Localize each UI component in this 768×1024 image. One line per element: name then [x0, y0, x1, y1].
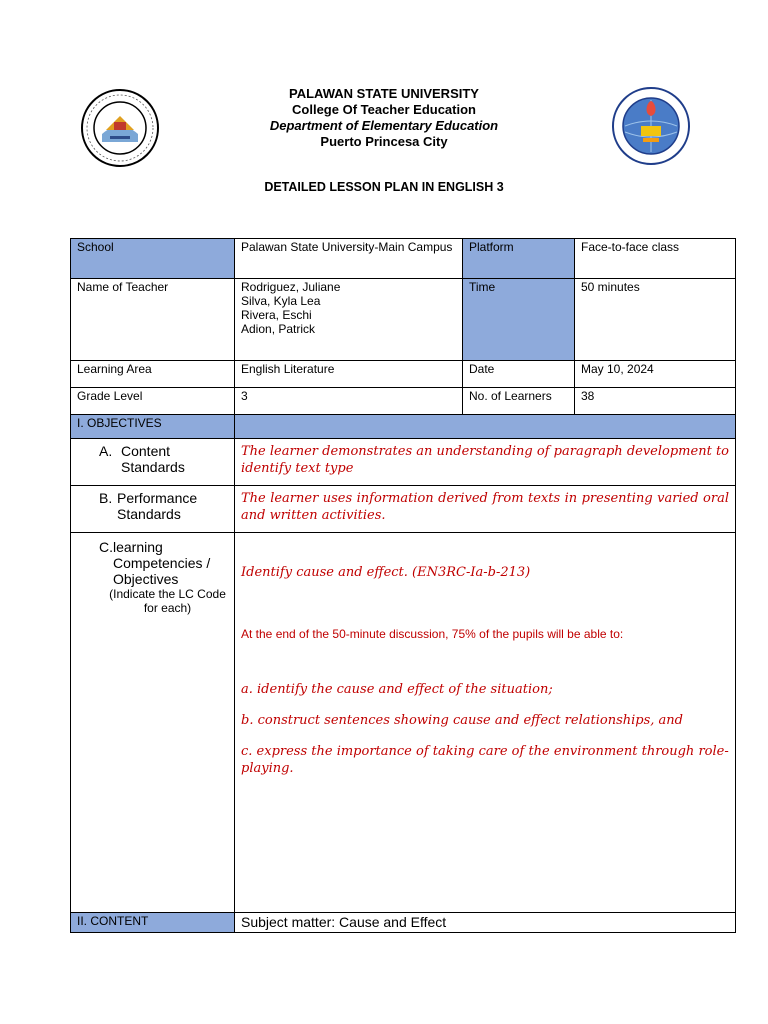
teacher-name: Rodriguez, Juliane [241, 280, 341, 294]
lc-intro-text: At the end of the 50-minute discussion, 75% of the pupils will be able to: [241, 627, 624, 641]
table-row [71, 279, 736, 361]
content-standards-letter: A. [99, 443, 113, 459]
performance-standards-letter: B. [99, 490, 113, 506]
subject-matter: Subject matter: Cause and Effect [235, 913, 736, 933]
platform-label: Platform [463, 239, 575, 279]
table-row [71, 439, 736, 486]
content-heading: II. CONTENT [71, 913, 235, 933]
table-row [71, 239, 736, 279]
learning-competencies-cell [71, 533, 235, 913]
performance-standards-text-cell [235, 486, 736, 533]
school-value: Palawan State University-Main Campus [235, 239, 463, 279]
teacher-name: Silva, Kyla Lea [241, 294, 321, 308]
performance-standards-text: The learner uses information derived from texts in presenting varied oral and written activities. [241, 491, 729, 523]
learners-value: 38 [575, 388, 736, 415]
teacher-name: Rivera, Eschi [241, 308, 312, 322]
teacher-label: Name of Teacher [71, 279, 235, 361]
content-standards-text-cell [235, 439, 736, 486]
time-value: 50 minutes [575, 279, 736, 361]
university-name: PALAWAN STATE UNIVERSITY [289, 86, 479, 101]
content-standards-text: The learner demonstrates an understanding of paragraph development to identify text type [241, 444, 729, 476]
learning-area-value: English Literature [235, 361, 463, 388]
teacher-name: Adion, Patrick [241, 322, 316, 336]
document-title: DETAILED LESSON PLAN IN ENGLISH 3 [264, 180, 504, 194]
learners-label: No. of Learners [463, 388, 575, 415]
city-name: Puerto Princesa City [320, 134, 448, 149]
lc-objective-a: a. identify the cause and effect of the situation; [241, 682, 553, 697]
teacher-list [235, 279, 463, 361]
lc-objective-b: b. construct sentences showing cause and effect relationships, and [241, 713, 683, 728]
table-row [71, 415, 736, 439]
content-standards-label: Content Standards [121, 443, 185, 475]
platform-value: Face-to-face class [575, 239, 736, 279]
document-header [0, 86, 768, 150]
learning-competencies-label: learning Competencies / Objectives [113, 539, 211, 587]
content-standards-cell [71, 439, 235, 486]
performance-standards-cell [71, 486, 235, 533]
learning-competencies-letter: C. [99, 539, 113, 555]
date-label: Date [463, 361, 575, 388]
objectives-heading: I. OBJECTIVES [71, 415, 235, 439]
lc-code-text: Identify cause and effect. (EN3RC-Ia-b-213) [241, 565, 531, 580]
table-row [71, 388, 736, 415]
objectives-heading-fill [235, 415, 736, 439]
table-row [71, 486, 736, 533]
college-name: College Of Teacher Education [292, 102, 476, 117]
table-row [71, 361, 736, 388]
grade-level-label: Grade Level [71, 388, 235, 415]
department-name: Department of Elementary Education [269, 118, 499, 133]
time-label: Time [463, 279, 575, 361]
performance-standards-label: Performance Standards [117, 490, 198, 522]
lesson-plan-table [70, 238, 736, 933]
grade-level-value: 3 [235, 388, 463, 415]
table-row [71, 533, 736, 913]
learning-competencies-text-cell [235, 533, 736, 913]
lc-code-note: (Indicate the LC Code for each) [109, 587, 226, 615]
school-label: School [71, 239, 235, 279]
date-value: May 10, 2024 [575, 361, 736, 388]
learning-area-label: Learning Area [71, 361, 235, 388]
table-row [71, 913, 736, 933]
lc-objective-c: c. express the importance of taking care of the environment through role-playing. [241, 744, 729, 776]
